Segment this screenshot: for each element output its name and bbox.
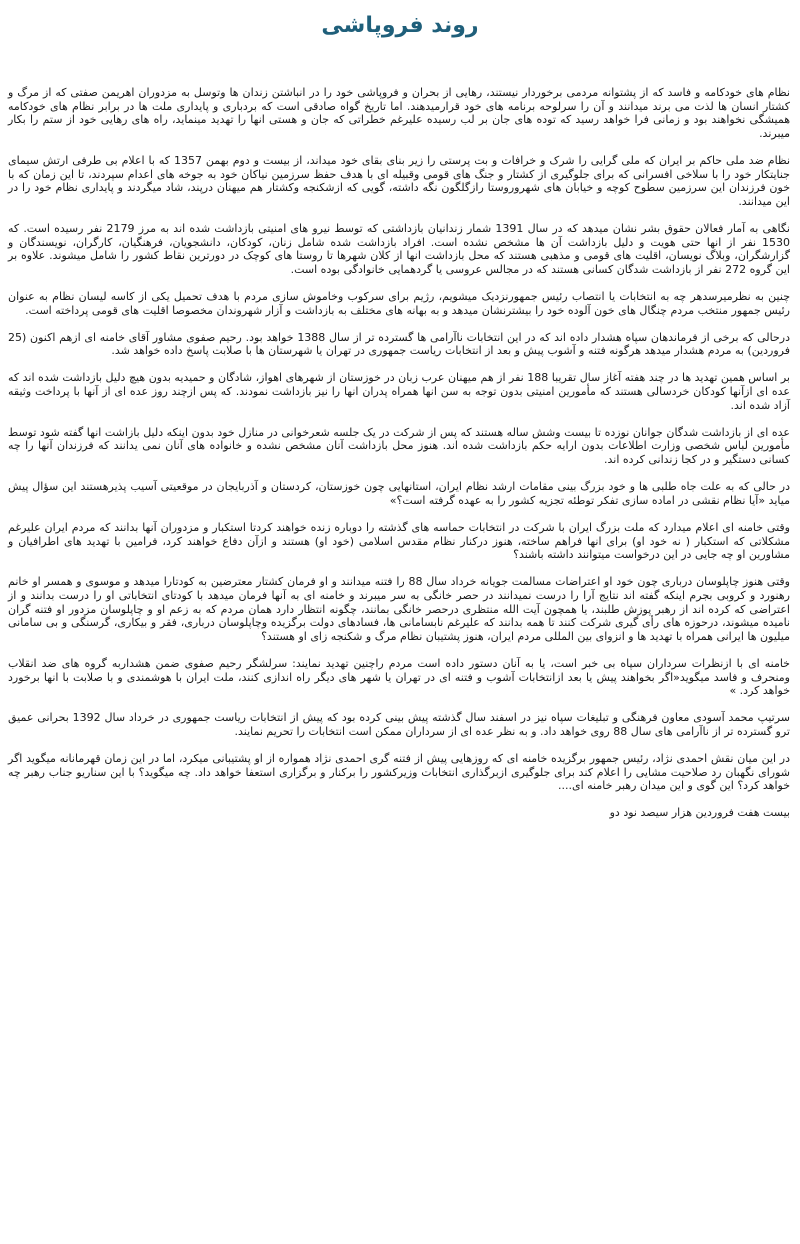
article-date: بیست هفت فروردین هزار سیصد نود دو bbox=[609, 806, 790, 820]
article-paragraph: نگاهی به آمار فعالان حقوق بشر نشان میدهد که در سال 1391 شمار زندانیان بازداشتی که توسط نیرو های امنیتی بازداشت شده اند به مرز 2179 نفر رسیده است. که 1530 نفر از انها حتی هویت و دلیل بازداشت آن ها مشخص نشده است. افراد بازداشت شده شامل زنان، کودکان، دانشجویان، فرهنگیان، کارگران، نویسندگان و گزارشگران، وبلاگ نویسان، اقلیت های قومی و مذهبی هستند که محل بازداشت انها از کلان شهرها تا روستا های کوچک در دورترین نقاط کشور را شامل میشوند. علاوه بر این گروه 272 نفر از بازداشت شدگان کسانی هستند که در مجالس عروسی یا گردهمایی خانوادگی بوده است. bbox=[8, 221, 790, 276]
article-paragraph: چنین به نظرمیرسدهر چه به انتخابات یا انتصاب رئیس جمهورنزدیک میشویم، رژیم برای سرکوب وخاموش سازی مردم با هدف تحمیل یکی از کاسه لیسان نظام به عنوان رئیس جمهور منتخب مردم چنگال های خون آلوده خود را بیشترنشان میدهد و به بهانه های مختلف به بازداشت و آزار شهروندان مخصوصا اقلیت های قومی پرداخته است. bbox=[8, 289, 790, 317]
article-body bbox=[8, 86, 790, 834]
article-paragraph: بر اساس همین تهدید ها در چند هفته آغاز سال تقریبا 188 نفر از هم میهنان عرب زبان در خوزستان از شهرهای اهواز، شادگان و حمیدیه بدون هیچ دلیل بازداشت شده اند که عده ای ازآنها کودکان خردسالی هستند که مأمورین امنیتی بدون توجه به سن انها همراه پدران انها را نیز بازداشت نمودند. که پس ازچند روز عده ای از آنها با پرداخت وثیقه آزاد شده اند. bbox=[8, 371, 790, 412]
article-paragraph: وقتی خامنه ای اعلام میدارد که ملت بزرگ ایران با شرکت در انتخابات حماسه های گذشته را دوباره زنده خواهند کردتا استکبار و مزدوران آنها بدانند که مردم ایران علیرغم مشکلاتی که استکبار ( نه خود او) برای انها فراهم ساخته، هنوز درکنار نظام مقدس اسلامی (خود او) هستند و ازآن دفاع خواهند کرد، فرامین با تهدید های اطرافیان و مشاورین او چه جایی در این درخواست میتوانند داشته باشند؟ bbox=[8, 521, 790, 562]
article-paragraph: عده ای از بازداشت شدگان جوانان نوزده تا بیست وشش ساله هستند که پس از شرکت در یک جلسه شعرخوانی در منازل خود بدون اینکه دلیل بازاشت انها گفته شود توسط مأمورین لباس شخصی وزارت اطلاعات بدون ارایه حکم بازداشت شده اند. هنوز محل بازداشت آنان مشخص نشده و خانواده های آنان نمی یدانند که فرزندان آنها را چه کسانی دستگیر و در کجا زندانی کرده اند. bbox=[8, 425, 790, 467]
page-title: روند فروپاشی bbox=[321, 13, 479, 38]
article-paragraph: در این میان نقش احمدی نژاد، رئیس جمهور برگزیده خامنه ای که روزهایی پیش از فتنه گری احمدی نژاد همواره از او پشتیبانی میکرد، اما در این زمان قهرمانانه میگوید اگر شورای نگهبان رد صلاحیت مشایی را اعلام کند برای جلوگیری ازبرگذاری انتخابات وزیرکشور را برکنار و برگزاری استعفا خواهد داد. چه میگوید؟ با این سناریو جناب رهبر چه خواهد کرد؟ این گوی و این میدان رهبر خامنه ای.... bbox=[8, 752, 790, 793]
article-paragraph: نظام های خودکامه و فاسد که از پشتوانه مردمی برخوردار نیستند، رهایی از بحران و فروپاشی خود را در انباشتن زندان ها وتوسل به مزدوران اهریمن صفتی که از مرگ و کشتار انسان ها لذت می برند میدانند و آن را سرلوحه برنامه های خود قرارمیدهند. اما تاریخ گواه صادقی است که بردباری و پایداری ملت ها در برابر نظام های خودکامه همیشگی نخواهند بود و زمانی فرا خواهد رسید که توده های جان بر لب رسیده علیرغم خطراتی که جان و هستی انها را تهدید مینماید، راه های رهایی خود از ستم را بکار میبرند. bbox=[8, 86, 790, 140]
article-paragraph: خامنه ای با ازنظرات سرداران سپاه بی خبر است، یا به آنان دستور داده است مردم راچنین تهدید نمایند: سرلشگر رحیم صفوی ضمن هشداربه گروه های ضد انقلاب ومنحرف و فاسد میگوید«اگر بخواهند پیش یا بعد ازانتخابات آشوب و فتنه ای در تهران یا شهر های دیگر راه اندازی کنند، ملت ایران با هوشمندی و با صلابت با انها برخورد خواهد کرد. » bbox=[8, 656, 790, 698]
article-paragraph: درحالی که برخی از فرماندهان سپاه هشدار داده اند که در این انتخابات ناآرامی ها گسترده تر از سال 1388 خواهد بود. رحیم صفوی مشاور آقای خامنه ای ازهم اکنون (25 فروردین) به مردم هشدار میدهد هرگونه فتنه و آشوب پیش و بعد از انتخابات ریاست جمهوری در تهران یا شهرستان ها با صلابت پاسخ داده خواهد شد. bbox=[8, 330, 790, 358]
article-paragraph: نظام ضد ملی حاکم بر ایران که ملی گرایی را شرک و خرافات و بت پرستی را زیر بنای بقای خود میداند، از بیست و دوم بهمن 1357 که با اعلام بی طرفی ارتش سیمای جنایتکار خود را با سلاخی افسرانی که برای جلوگیری از کشتار و جنگ های قومی وقبیله ای با هدف حفظ سرزمین نیاکان خود به جوخه های اعدام سپردند، تا این زمان که با خون فرزندان این سرزمین سطوح کوچه و خیابان های شهروروستا رازگلگون نگه داشته، گویی که ازشکنجه وکشتار هم میهنان درپند، شاد میگردند و پایداری نظام خود را در این میدانند. bbox=[8, 153, 790, 208]
article-paragraph: در حالی که به علت جاه طلبی ها و خود بزرگ بینی مقامات ارشد نظام ایران، استانهایی چون خوزستان، کردستان و آذربایجان در موقعیتی آسیب پذیرهستند این سؤال پیش میاید «آیا نظام نقشی در اماده سازی تفکر توطئه تجزیه کشور را به عهده گرفته است؟» bbox=[8, 480, 790, 507]
article-paragraph: وقتی هنوز چاپلوسان درباری چون خود او اعتراضات مسالمت جویانه خرداد سال 88 را فتنه میدانند و او فرمان کشتار معترضین به کودتارا میدهد و موسوی و همسر او خانم رهنورد و کروبی بجرم اینکه گفته اند نتایج آرا را درست نمیدانند در حصر خانگی به سر میبرند و خامنه ای به آنها فرمان میدهد با کودتای انتخاباتی او را درست بدانند و از اعتراضی که کرده اند از رهبر پوزش طلبند، یا همچون آیت الله منتظری درحصر خانگی بمانند، چگونه انتظار دارد همان مردم که به زعم او و چاپلوسان مزدور او فتنه گران نامیده میشوند، درحوزه های رأی گیری شرکت کنند تا همه بدانند که علیرغم نابسامانی ها، فسادهای دولت برگزیده وچاپلوسان درباری، فقر و بیکاری، گرسنگی و بی سامانی میلیون ها ایرانی همراه با تهدید ها و انزوای بین المللی مردم ایران، هنوز پشتیبان نظام مرگ و شکنجه زای او هستند؟ bbox=[8, 575, 790, 643]
article-paragraph: سرتیپ محمد آسودی معاون فرهنگی و تبلیغات سپاه نیز در اسفند سال گذشته پیش بینی کرده بود که پیش از انتخابات ریاست جمهوری در خرداد سال 1392 بحرانی عمیق ترو گسترده تر از ناآرامی های سال 88 روی خواهد داد. و به نظر عده ای از سرداران ممکن است انتخابات را تحریم نمایند. bbox=[8, 711, 790, 738]
